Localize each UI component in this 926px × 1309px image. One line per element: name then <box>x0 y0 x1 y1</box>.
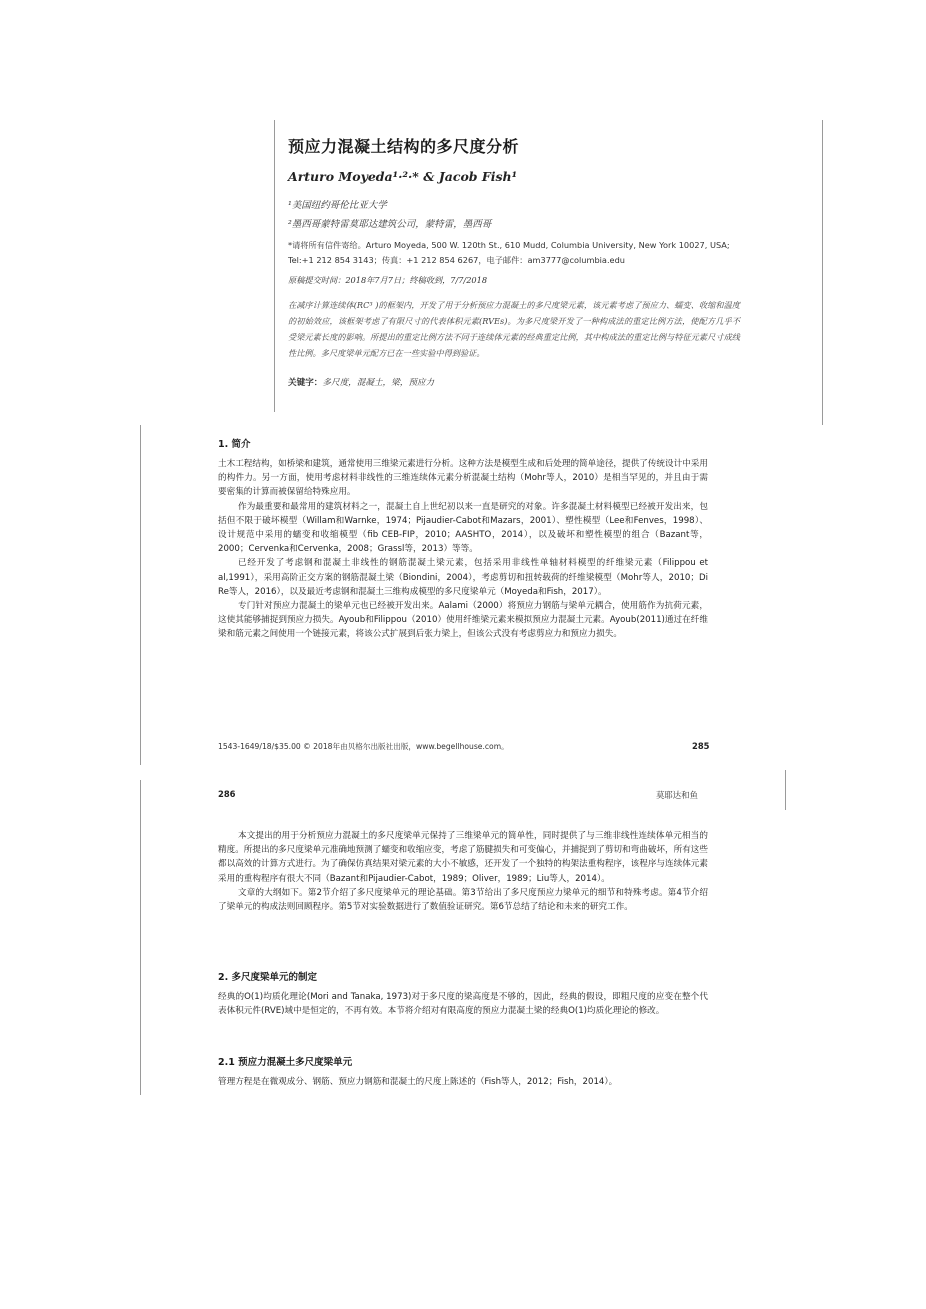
page1-page-number: 285 <box>692 741 710 751</box>
page2-left-border <box>140 780 141 1095</box>
page1-left-border <box>274 120 275 412</box>
page2-running-head: 莫耶达和鱼 <box>656 790 698 800</box>
paper-authors: Arturo Moyeda¹·²·* & Jacob Fish¹ <box>288 169 518 184</box>
section-1-heading: 1. 简介 <box>218 439 251 450</box>
paper-title: 预应力混凝土结构的多尺度分析 <box>288 137 520 156</box>
intro-paragraph-1: 土木工程结构，如桥梁和建筑，通常使用三维梁元素进行分析。这种方法是模型生成和后处理的简单途径，提供了传统设计中采用的构件力。另一方面，使用考虑材料非线性的三维连续体元素分析混凝土结构（Mohr等人，2010）是相当罕见的，并且由于需要密集的计算而被保留给特殊应用。 <box>218 459 708 498</box>
page2-right-border <box>785 770 786 810</box>
section-2-1-heading: 2.1 预应力混凝土多尺度梁单元 <box>218 1057 353 1068</box>
page1-lower-left-border <box>140 425 141 765</box>
page2-page-number: 286 <box>218 789 236 799</box>
page2-body-mid <box>218 990 708 1018</box>
keywords-label: 关键字： <box>288 378 323 388</box>
page1-footer-copyright: 1543-1649/18/$35.00 © 2018年由贝格尔出版社出版，www.begellhouse.com。 <box>218 742 509 751</box>
page2-paragraph-3: 经典的O(1)均质化理论(Mori and Tanaka, 1973)对于多尺度的梁高度是不够的，因此，经典的假设，即粗尺度的应变在整个代表体积元件(RVE)域中是恒定的，不再有效。本节将介绍对有限高度的预应力混凝土梁的经典O(1)均质化理论的修改。 <box>218 992 708 1017</box>
keywords-text: 多尺度，混凝土，梁，预应力 <box>322 378 435 388</box>
page2-paragraph-4: 管理方程是在微观成分、钢筋、预应力钢筋和混凝土的尺度上陈述的（Fish等人，2012；Fish，2014）。 <box>218 1077 618 1087</box>
received-dates: 原稿提交时间：2018年7月7日；终稿收到，7/7/2018 <box>288 275 488 285</box>
correspondence-note: *请将所有信件寄给。Arturo Moyeda, 500 W. 120th St., 610 Mudd, Columbia University, New York 10027, USA; Tel:+1 212 854 3143；传真：+1 212 854 6267，电子邮件：am3777@columbia.edu <box>288 240 730 265</box>
page2-body-top <box>218 829 708 914</box>
affiliation-1: ¹美国纽约哥伦比亚大学 <box>288 200 387 211</box>
intro-paragraph-4: 专门针对预应力混凝土的梁单元也已经被开发出来。Aalami（2000）将预应力钢筋与梁单元耦合，使用筋作为抗荷元素，这使其能够捕捉到预应力损失。Ayoub和Filippou（2010）使用纤维梁元素来模拟预应力混凝土元素。Ayoub(2011)通过在纤维梁和筋元素之间使用一个链接元素，将该公式扩展到后张力梁上，但该公式没有考虑剪应力和预应力损失。 <box>218 601 708 640</box>
intro-paragraph-2: 作为最重要和最常用的建筑材料之一，混凝土自上世纪初以来一直是研究的对象。许多混凝土材料模型已经被开发出来，包括但不限于破坏模型（Willam和Warnke，1974；Pijaudier-Cabot和Mazars，2001）、塑性模型（Lee和Fenves，1998）、设计规范中采用的蠕变和收缩模型（fib CEB-FIP，2010；AASHTO，2014），以及破坏和塑性模型的组合（Bazant等，2000；Cervenka和Cervenka，2008；Grassl等，2013）等等。 <box>218 501 708 555</box>
section-2-heading: 2. 多尺度梁单元的制定 <box>218 972 318 983</box>
page2-paragraph-1: 本文提出的用于分析预应力混凝土的多尺度梁单元保持了三维梁单元的简单性，同时提供了与三维非线性连续体单元相当的精度。所提出的多尺度梁单元准确地预测了蠕变和收缩应变，考虑了筋腱损失和可变偏心，并捕捉到了剪切和弯曲破坏，所有这些都以高效的计算方式进行。为了确保仿真结果对梁元素的大小不敏感，还开发了一个独特的构架法重构程序，该程序与连续体元素采用的重构程序有很大不同（Bazant和Pijaudier-Cabot，1989；Oliver，1989；Liu等人，2014）。 <box>218 831 708 884</box>
page2-paragraph-2: 文章的大纲如下。第2节介绍了多尺度梁单元的理论基础。第3节给出了多尺度预应力梁单元的细节和特殊考虑。第4节介绍了梁单元的构成法则回顾程序。第5节对实验数据进行了数值验证研究。第6节总结了结论和未来的研究工作。 <box>218 887 708 913</box>
intro-paragraph-3: 已经开发了考虑钢和混凝土非线性的钢筋混凝土梁元素，包括采用非线性单轴材料模型的纤维梁元素（Filippou et al,1991），采用高阶正交方案的钢筋混凝土梁（Biondini，2004），考虑剪切和扭转载荷的纤维梁模型（Mohr等人，2010；Di Re等人，2016），以及最近考虑钢和混凝土三维构成模型的多尺度梁单元（Moyeda和Fish，2017）。 <box>218 558 708 597</box>
abstract: 在减序计算连续体(RC³ )的框架内，开发了用于分析预应力混凝土的多尺度梁元素，该元素考虑了预应力、蠕变、收缩和温度的初始效应，该框架考虑了有限尺寸的代表体积元素(RVEs)。为多尺度梁开发了一种构成法的重定比例方法，使配方几乎不受梁元素长度的影响。所提出的重定比例方法不同于连续体元素的经典重定比例，其中构成法的重定比例与特征元素尺寸成线性比例。多尺度梁单元配方已在一些实验中得到验证。 <box>288 300 740 358</box>
affiliation-2: ²墨西哥蒙特雷莫耶达建筑公司，蒙特雷，墨西哥 <box>288 219 492 230</box>
keywords-line <box>288 376 434 388</box>
page1-body <box>218 457 708 642</box>
page1-right-border <box>822 120 823 425</box>
page2-body-bottom <box>218 1075 708 1089</box>
